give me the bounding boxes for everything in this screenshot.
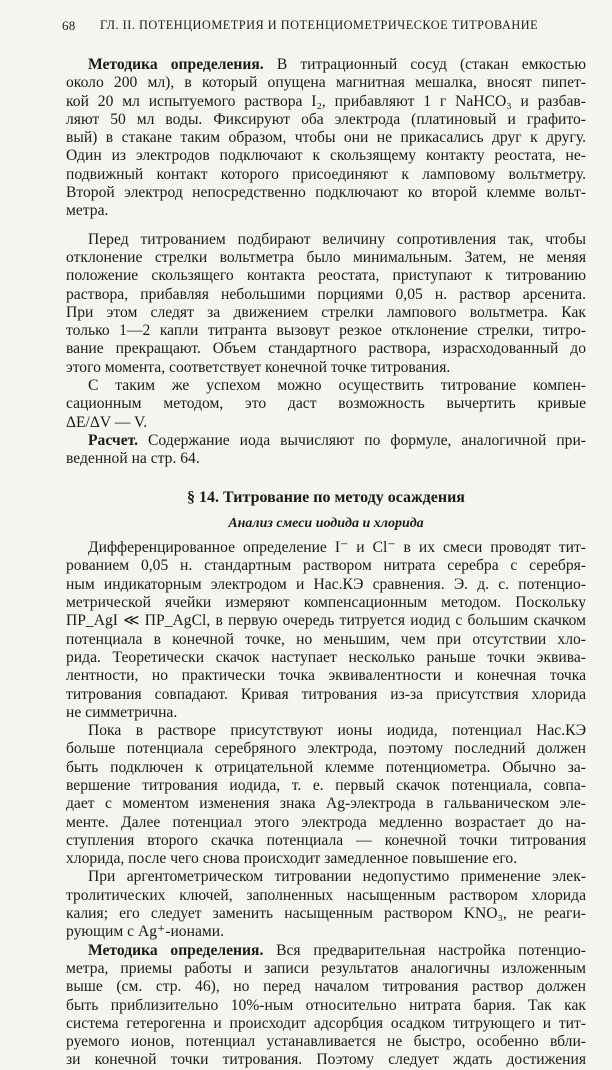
paragraph-argentometric [66,868,586,941]
section-subheading: Анализ смеси иодида и хлорида [228,515,424,531]
text-line: вание прекращают. Объем стандартного раствора, израсходованный до [66,340,586,358]
text-line: титрования совпадают. Кривая титрования из-за присутствия хлорида [66,685,586,703]
text-line: метрической ячейки измеряют компенсационным методом. Поскольку [66,594,586,612]
text-line: вый) в стакане таким образом, чтобы они не прикасались друг к другу. [66,129,586,147]
text-line: рующим с Ag⁺-ионами. [66,923,224,941]
text-line: около 200 мл), в который опущена магнитная мешалка, вносят пипет- [66,74,586,92]
run-in-label: Методика определения. [88,941,264,959]
run-in-label: Методика определения. [88,56,264,73]
text-line: этого момента, соответствует конечной точке титрования. [66,358,451,376]
text-line: потенциала в конечной точке, но меньшим, чем при отсутствии хло- [66,630,586,648]
text-line: быть подключен к отрицательной клемме потенциометра. Обычно за- [66,758,586,776]
text-line: Методика определения. В титрационный сосуд (стакан емкостью [88,56,586,73]
text-line: Расчет. Содержание иода вычисляют по формуле, аналогичной при- [88,431,586,449]
text-line: зи конечной точки титрования. Поэтому следует ждать достижения [66,1051,586,1069]
text-line: быть приблизительно 10%-ным относительно нитрата бария. Так как [66,996,586,1014]
text-line: хлорида, после чего снова происходит замедленное повышение его. [66,850,518,868]
body-text [66,56,586,1070]
text-line: ПР_AgI ≪ ПР_AgCl, в первую очередь титруется иодид с большим скачком [66,612,586,630]
text-line: менте. Далее потенциал этого электрода медленно возрастает до на- [66,813,586,831]
text-line: Перед титрованием подбирают величину сопротивления так, чтобы [88,230,586,248]
text-line: положение скользящего контакта реостата, приступают к титрованию [66,267,586,285]
text-line: Второй электрод непосредственно подключают ко второй клемме вольт- [66,184,586,202]
text-line: кой 20 мл испытуемого раствора I₂, прибавляют 1 г NaHCO₃ и разбав- [66,92,586,110]
text-line: ΔE/ΔV — V. [66,413,148,431]
paragraph-method-2 [66,942,586,1070]
text-line: система гетерогенна и происходит адсорбция осадком титрующего и тит- [66,1014,586,1032]
text-line: метра, приемы работы и записи результатов аналогичны изложенным [66,959,586,977]
text-line: выше (см. стр. 46), но перед началом титрования раствор должен [66,978,586,996]
text-line: лентности, но практически точка эквивалентности и конечная точка [66,667,586,685]
paragraph-compensation [66,377,586,432]
section-heading: § 14. Титрование по методу осаждения [187,488,465,506]
text-line: Методика определения. Вся предварительная настройка потенцио- [88,941,586,959]
text-line: раствора, прибавляя небольшими порциями 0,05 н. раствор арсенита. [66,285,586,303]
paragraph-method-1 [66,56,586,221]
text-line: Пока в растворе присутствуют ионы иодида, потенциал Нас.КЭ [88,722,586,740]
paragraph-calculation [66,432,586,469]
text-line: веденной на стр. 64. [66,450,200,468]
paragraph-titration-procedure [66,231,586,377]
text-line: рида. Теоретически скачок наступает несколько раньше точки эквива- [66,648,586,666]
text-line: Дифференцированное определение I⁻ и Cl⁻ в их смеси проводят тит- [88,539,586,557]
paragraph-differential [66,539,586,722]
text-line: метра. [66,202,109,220]
text-line: При этом следят за движением стрелки лампового вольтметра. Как [66,303,586,321]
paragraph-iodide-presence [66,722,586,868]
text-line: тролитических ключей, заполненных насыщенным раствором хлорида [66,886,586,904]
text-line: ступления второго скачка потенциала — конечной точки титрования [66,831,586,849]
text-line: вершение титрования иодида, т. е. первый скачок потенциала, совпа- [66,776,586,794]
text-line: калия; его следует заменить насыщенным раствором KNO₃, не реаги- [66,905,586,923]
text-line: подвижный контакт которого присоединяют к ламповому вольтметру. [66,165,586,183]
text-line: больше потенциала серебряного электрода, поэтому последний должен [66,740,586,758]
text-line: ляют 50 мл воды. Фиксируют оба электрода (платиновый и графито- [66,110,586,128]
page-number: 68 [62,18,76,33]
text-line: С таким же успехом можно осуществить титрование компен- [88,377,586,395]
text-line: Один из электродов подключают к скользящему контакту реостата, не- [66,147,586,165]
text-line: только 1—2 капли титранта вызовут резкое отклонение стрелки, титро- [66,322,586,340]
text-line: отклонение стрелки вольтметра было минимальным. Затем, не меняя [66,248,586,266]
text-line: не симметрична. [66,703,178,721]
text-line: дает с моментом изменения знака Ag-электрода в гальваническом эле- [66,795,586,813]
run-in-label: Расчет. [88,431,139,449]
text-line: При аргентометрическом титровании недопустимо применение элек- [88,868,586,886]
text-line: ным индикаторным электродом и Нас.КЭ сравнения. Э. д. с. потенцио- [66,575,586,593]
text-line: сационным методом, это даст возможность вычертить кривые [66,395,586,413]
text-line: рованием 0,05 н. стандартным раствором нитрата серебра с серебря- [66,557,586,575]
text-line: руемого ионов, потенциал устанавливается не быстро, особенно вбли- [66,1033,586,1051]
chapter-title: ГЛ. II. ПОТЕНЦИОМЕТРИЯ И ПОТЕНЦИОМЕТРИЧЕСКОЕ ТИТРОВАНИЕ [100,18,539,32]
